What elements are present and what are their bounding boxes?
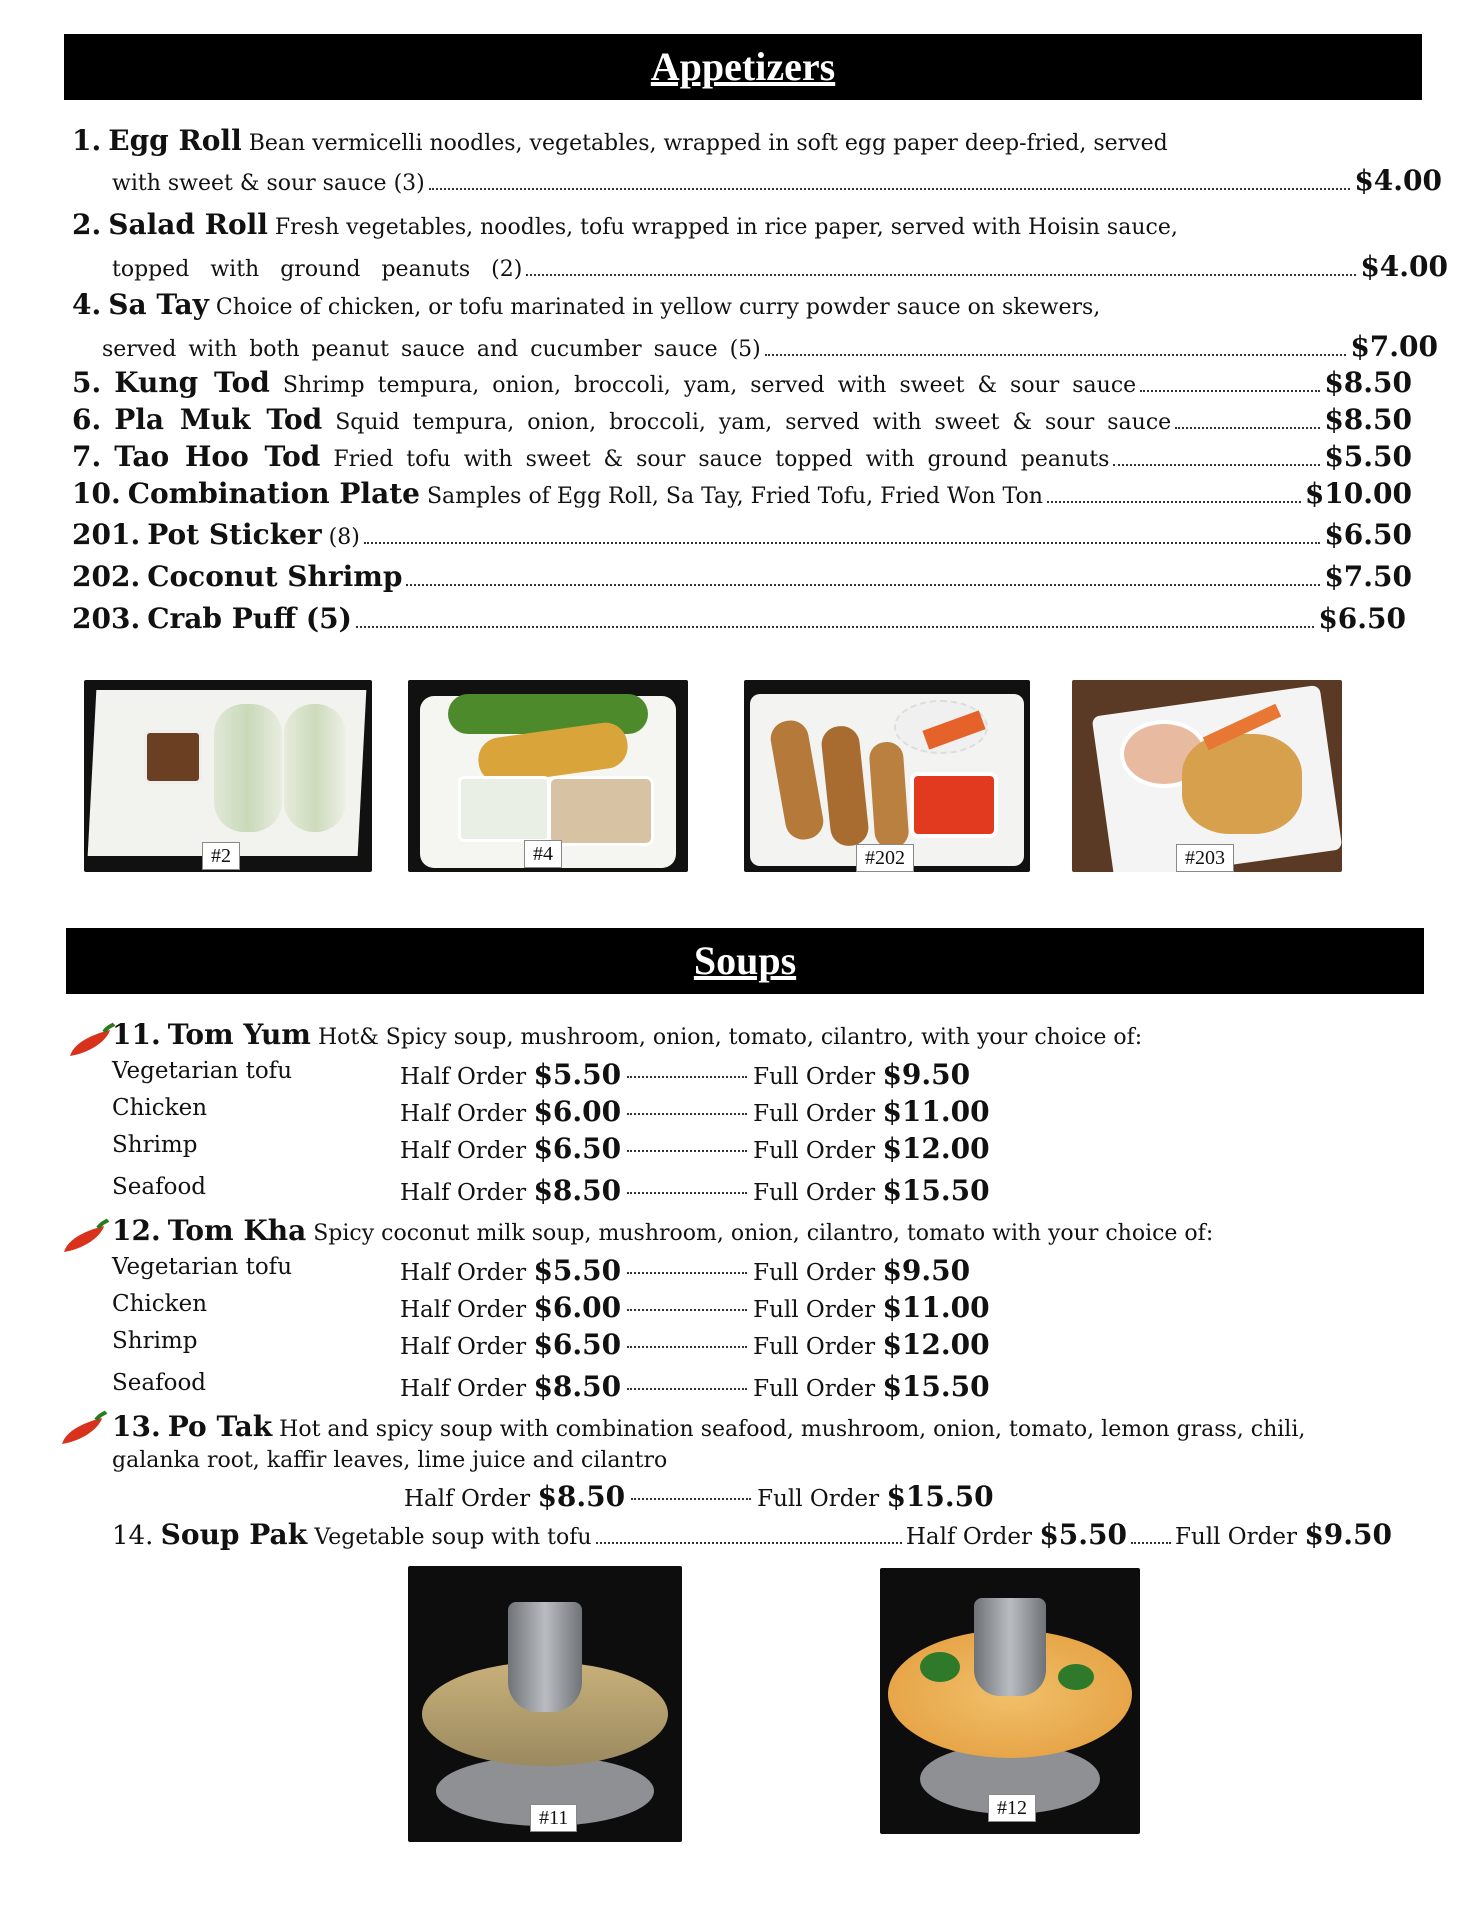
- item-description: Hot& Spicy soup, mushroom, onion, tomato, cilantro, with your choice of:: [317, 1025, 1143, 1050]
- option-row: Shrimp Half Order $6.50 Full Order $12.00: [112, 1132, 990, 1165]
- menu-item-tao-hoo-tod: 7. Tao Hoo Tod Fried tofu with sweet & sour sauce topped with ground peanuts $5.50: [72, 440, 1412, 473]
- item-price: $6.50: [1318, 602, 1406, 635]
- item-price: $8.50: [1324, 366, 1412, 399]
- item-description: Spicy coconut milk soup, mushroom, onion, cilantro, tomato with your choice of:: [313, 1221, 1214, 1246]
- item-price: $7.50: [1324, 560, 1412, 593]
- item-description: Squid tempura, onion, broccoli, yam, served with sweet & sour sauce: [335, 410, 1172, 435]
- menu-item-sa-tay: 4. Sa Tay Choice of chicken, or tofu marinated in yellow curry powder sauce on skewers,: [72, 288, 1101, 321]
- appetizers-heading: Appetizers: [64, 34, 1422, 100]
- item-name: Combination Plate: [127, 477, 420, 510]
- soup-po-tak-cont: galanka root, kaffir leaves, lime juice and cilantro: [112, 1448, 668, 1473]
- item-price: $8.50: [1324, 403, 1412, 436]
- item-name: Tao Hoo Tod: [114, 440, 321, 473]
- chili-pepper-icon: [58, 1218, 110, 1258]
- item-description: Shrimp tempura, onion, broccoli, yam, served with sweet & sour sauce: [282, 373, 1137, 398]
- item-description: Hot and spicy soup with combination seafood, mushroom, onion, tomato, lemon grass, chili,: [279, 1417, 1306, 1442]
- photo-tom-kha: [880, 1568, 1140, 1834]
- photo-caption: #12: [988, 1794, 1036, 1822]
- item-name: Crab Puff (5): [147, 602, 352, 635]
- photo-sa-tay: [408, 680, 688, 872]
- menu-item-egg-roll-cont: with sweet & sour sauce (3) $4.00: [112, 164, 1442, 197]
- menu-item-coconut-shrimp: 202. Coconut Shrimp $7.50: [72, 560, 1412, 593]
- option-row: Chicken Half Order $6.00 Full Order $11.00: [112, 1291, 990, 1324]
- soup-po-tak: 13. Po Tak Hot and spicy soup with combination seafood, mushroom, onion, tomato, lemon grass, chili,: [112, 1410, 1306, 1443]
- photo-salad-roll: [84, 680, 372, 872]
- chili-pepper-icon: [56, 1410, 108, 1450]
- item-name: Pot Sticker: [147, 518, 322, 551]
- photo-crab-puff: [1072, 680, 1342, 872]
- photo-caption: #202: [856, 844, 914, 872]
- item-description: Vegetable soup with tofu: [314, 1525, 592, 1550]
- item-name: Tom Yum: [167, 1018, 311, 1051]
- photo-tom-yum: [408, 1566, 682, 1842]
- option-row: Shrimp Half Order $6.50 Full Order $12.00: [112, 1328, 990, 1361]
- soup-tom-yum: 11. Tom Yum Hot& Spicy soup, mushroom, onion, tomato, cilantro, with your choice of:: [112, 1018, 1143, 1051]
- option-row: Seafood Half Order $8.50 Full Order $15.50: [112, 1370, 990, 1403]
- menu-item-combination-plate: 10. Combination Plate Samples of Egg Roll, Sa Tay, Fried Tofu, Fried Won Ton $10.00: [72, 477, 1412, 510]
- option-row: Half Order $8.50 Full Order $15.50: [404, 1480, 994, 1513]
- soup-tom-kha: 12. Tom Kha Spicy coconut milk soup, mushroom, onion, cilantro, tomato with your choice of:: [112, 1214, 1214, 1247]
- item-name: Salad Roll: [108, 208, 268, 241]
- item-price: $5.50: [1324, 440, 1412, 473]
- item-name: Pla Muk Tod: [114, 403, 323, 436]
- item-name: Tom Kha: [167, 1214, 307, 1247]
- item-description: Choice of chicken, or tofu marinated in yellow curry powder sauce on skewers,: [215, 295, 1101, 320]
- item-description: (8): [328, 525, 360, 550]
- item-price: $10.00: [1304, 477, 1412, 510]
- menu-item-crab-puff: 203. Crab Puff (5) $6.50: [72, 602, 1406, 635]
- photo-coconut-shrimp: [744, 680, 1030, 872]
- item-name: Kung Tod: [114, 366, 270, 399]
- option-row: Vegetarian tofu Half Order $5.50 Full Order $9.50: [112, 1254, 971, 1287]
- item-description: Bean vermicelli noodles, vegetables, wrapped in soft egg paper deep-fried, served: [248, 131, 1168, 156]
- item-price: $6.50: [1324, 518, 1412, 551]
- item-description: Fried tofu with sweet & sour sauce topped with ground peanuts: [333, 447, 1110, 472]
- item-price: $4.00: [1360, 250, 1448, 283]
- photo-caption: #11: [530, 1804, 577, 1832]
- item-price: $4.00: [1354, 164, 1442, 197]
- soup-soup-pak: 14. Soup Pak Vegetable soup with tofu Half Order $5.50 Full Order $9.50: [112, 1518, 1392, 1551]
- item-name: Sa Tay: [108, 288, 209, 321]
- menu-item-salad-roll: 2. Salad Roll Fresh vegetables, noodles, tofu wrapped in rice paper, served with Hoisin sauce,: [72, 208, 1178, 241]
- item-name: Soup Pak: [160, 1518, 308, 1551]
- item-description: Fresh vegetables, noodles, tofu wrapped in rice paper, served with Hoisin sauce,: [274, 215, 1178, 240]
- menu-item-sa-tay-cont: served with both peanut sauce and cucumber sauce (5) $7.00: [102, 330, 1438, 363]
- menu-item-salad-roll-cont: topped with ground peanuts (2) $4.00: [112, 250, 1448, 283]
- photo-caption: #2: [202, 842, 240, 870]
- option-row: Seafood Half Order $8.50 Full Order $15.50: [112, 1174, 990, 1207]
- chili-pepper-icon: [64, 1022, 116, 1062]
- option-row: Chicken Half Order $6.00 Full Order $11.00: [112, 1095, 990, 1128]
- menu-item-egg-roll: 1. Egg Roll Bean vermicelli noodles, vegetables, wrapped in soft egg paper deep-fried, served: [72, 124, 1168, 157]
- item-name: Egg Roll: [108, 124, 242, 157]
- item-name: Po Tak: [167, 1410, 273, 1443]
- menu-item-pot-sticker: 201. Pot Sticker (8) $6.50: [72, 518, 1412, 551]
- soups-heading: Soups: [66, 928, 1424, 994]
- option-row: Vegetarian tofu Half Order $5.50 Full Order $9.50: [112, 1058, 971, 1091]
- photo-caption: #4: [524, 840, 562, 868]
- photo-caption: #203: [1176, 844, 1234, 872]
- item-price: $7.00: [1350, 330, 1438, 363]
- menu-item-kung-tod: 5. Kung Tod Shrimp tempura, onion, broccoli, yam, served with sweet & sour sauce $8.50: [72, 366, 1412, 399]
- item-name: Coconut Shrimp: [147, 560, 403, 593]
- item-description: Samples of Egg Roll, Sa Tay, Fried Tofu, Fried Won Ton: [426, 484, 1043, 509]
- menu-item-pla-muk-tod: 6. Pla Muk Tod Squid tempura, onion, broccoli, yam, served with sweet & sour sauce $8.50: [72, 403, 1412, 436]
